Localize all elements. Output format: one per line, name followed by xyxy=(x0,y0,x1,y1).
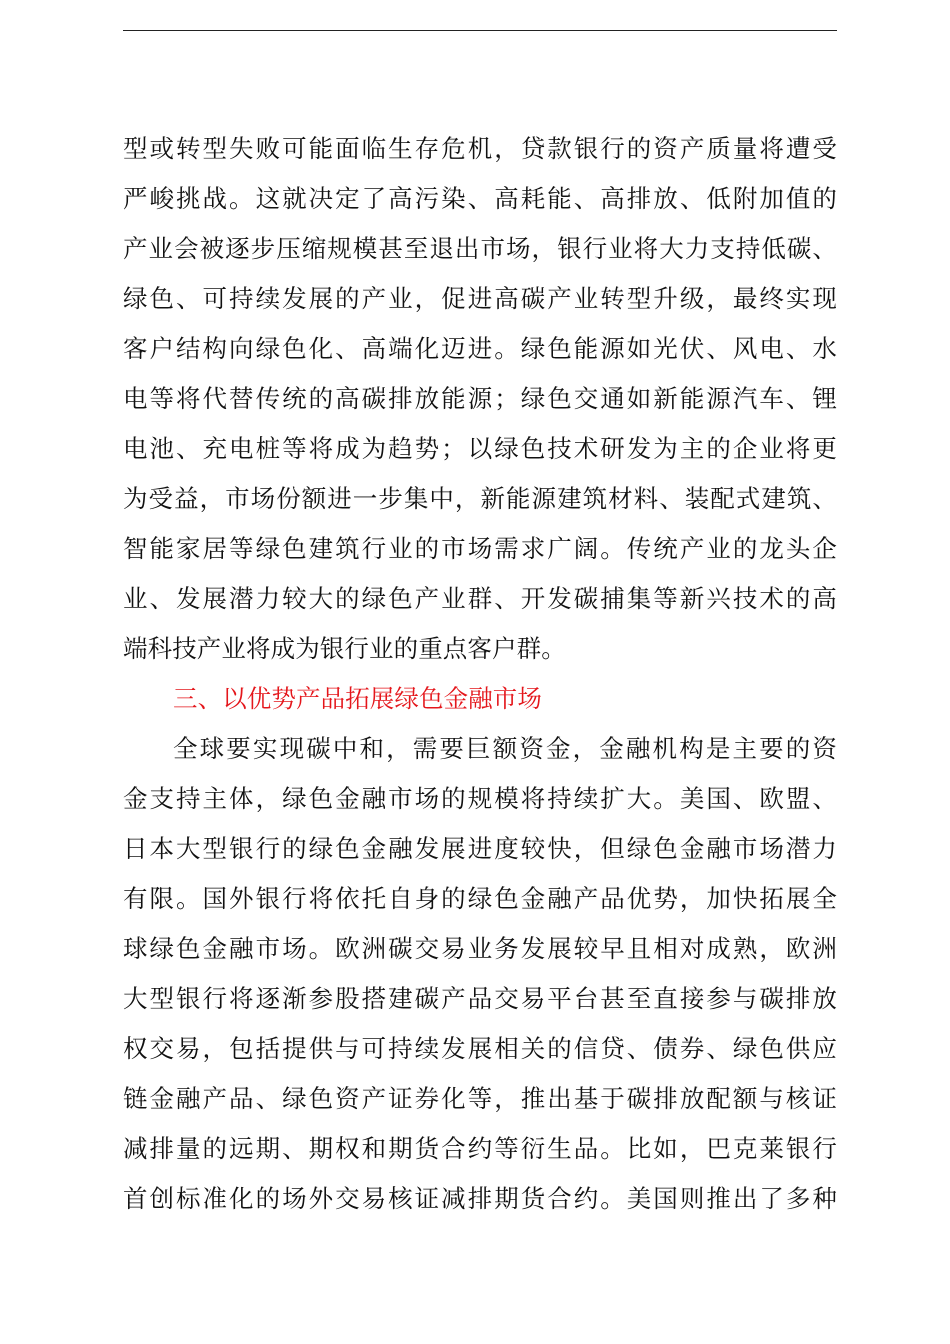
paragraph-line: 客户结构向绿色化、高端化迈进。绿色能源如光伏、风电、水 xyxy=(123,334,837,363)
paragraph-line: 严峻挑战。这就决定了高污染、高耗能、高排放、低附加值的 xyxy=(123,184,837,213)
paragraph-line: 金支持主体，绿色金融市场的规模将持续扩大。美国、欧盟、 xyxy=(123,784,837,813)
section-heading: 三、以优势产品拓展绿色金融市场 xyxy=(173,684,542,713)
paragraph-line: 为受益，市场份额进一步集中，新能源建筑材料、装配式建筑、 xyxy=(123,484,837,513)
paragraph-1 xyxy=(123,124,837,674)
paragraph-line: 球绿色金融市场。欧洲碳交易业务发展较早且相对成熟，欧洲 xyxy=(123,934,837,963)
paragraph-line: 产业会被逐步压缩规模甚至退出市场，银行业将大力支持低碳、 xyxy=(123,234,837,263)
paragraph-line: 绿色、可持续发展的产业，促进高碳产业转型升级，最终实现 xyxy=(123,284,837,313)
paragraph-line: 端科技产业将成为银行业的重点客户群。 xyxy=(123,634,566,663)
paragraph-line: 全球要实现碳中和，需要巨额资金，金融机构是主要的资 xyxy=(173,734,837,763)
header-rule xyxy=(123,30,837,31)
paragraph-line: 有限。国外银行将依托自身的绿色金融产品优势，加快拓展全 xyxy=(123,884,837,913)
paragraph-line: 电池、充电桩等将成为趋势；以绿色技术研发为主的企业将更 xyxy=(123,434,837,463)
document-body xyxy=(123,124,837,1224)
paragraph-line: 减排量的远期、期权和期货合约等衍生品。比如，巴克莱银行 xyxy=(123,1134,837,1163)
paragraph-line: 大型银行将逐渐参股搭建碳产品交易平台甚至直接参与碳排放 xyxy=(123,984,837,1013)
paragraph-line: 权交易，包括提供与可持续发展相关的信贷、债券、绿色供应 xyxy=(123,1034,837,1063)
paragraph-line: 链金融产品、绿色资产证券化等，推出基于碳排放配额与核证 xyxy=(123,1084,837,1113)
paragraph-line: 首创标准化的场外交易核证减排期货合约。美国则推出了多种 xyxy=(123,1184,837,1213)
paragraph-line: 业、发展潜力较大的绿色产业群、开发碳捕集等新兴技术的高 xyxy=(123,584,837,613)
paragraph-line: 智能家居等绿色建筑行业的市场需求广阔。传统产业的龙头企 xyxy=(123,534,837,563)
paragraph-line: 电等将代替传统的高碳排放能源；绿色交通如新能源汽车、锂 xyxy=(123,384,837,413)
paragraph-line: 日本大型银行的绿色金融发展进度较快，但绿色金融市场潜力 xyxy=(123,834,837,863)
paragraph-line: 型或转型失败可能面临生存危机，贷款银行的资产质量将遭受 xyxy=(123,134,837,163)
paragraph-2 xyxy=(123,724,837,1224)
